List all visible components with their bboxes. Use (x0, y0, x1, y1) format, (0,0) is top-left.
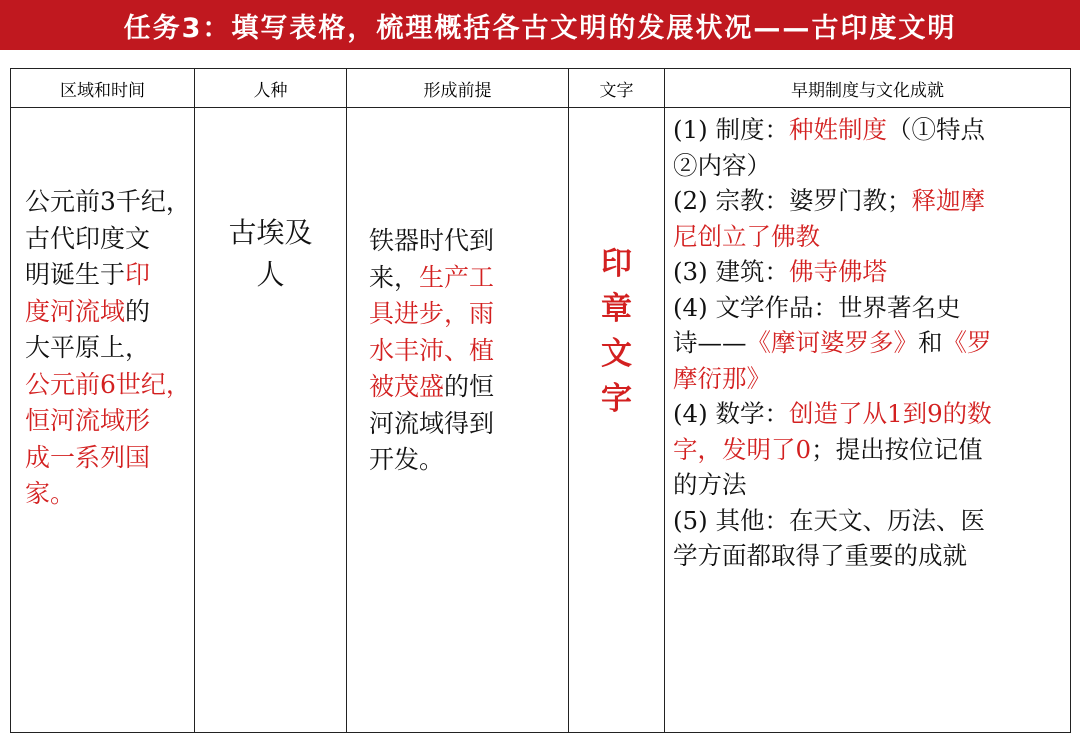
region-line: 古代印度文 (25, 223, 151, 253)
header-premise: 形成前提 (347, 69, 569, 108)
region-text: 明诞生于 (25, 260, 126, 289)
premise-highlight: 水丰沛、植 (369, 335, 495, 365)
achievement-text: (2) 宗教：婆罗门教； (673, 186, 912, 215)
script-char: 字 (601, 381, 632, 417)
achievement-line: 学方面都取得了重要的成就 (673, 541, 967, 570)
premise-highlight: 具进步，雨 (369, 299, 495, 328)
header-race: 人种 (195, 69, 347, 108)
race-line: 古埃及 (228, 216, 313, 249)
table-header-row (11, 69, 1071, 108)
achievement-text: (3) 建筑： (673, 257, 789, 286)
region-text: 的 (125, 296, 151, 326)
region-highlight: 度河流域 (25, 296, 126, 326)
table-row (11, 108, 1071, 733)
achievement-highlight: 字，发明了0 (673, 434, 812, 464)
achievement-highlight: 《摩诃婆罗多》 (746, 328, 918, 357)
cell-premise (347, 108, 569, 733)
achievement-text: ；提出按位记值 (811, 434, 983, 464)
achievement-line: (4) 文学作品：世界著名史 (673, 292, 961, 322)
achievement-highlight: 尼创立了佛教 (673, 221, 820, 251)
achievement-text: 诗—— (673, 328, 747, 357)
achievement-highlight: 释迦摩 (911, 186, 985, 215)
achievement-highlight: 种姓制度 (789, 115, 887, 144)
region-highlight: 家。 (25, 479, 76, 508)
page-title: 任务3：填写表格，梳理概括各古文明的发展状况——古印度文明 (123, 12, 957, 44)
achievement-line: 的方法 (673, 470, 747, 499)
cell-achievements (665, 108, 1071, 733)
achievement-text: 和 (918, 328, 943, 357)
cell-region-time (11, 108, 195, 733)
region-line: 公元前3千纪， (25, 187, 191, 216)
cell-script (569, 108, 665, 733)
region-highlight: 恒河流域形 (25, 406, 151, 435)
achievement-highlight: 创造了从1到9的数 (789, 399, 992, 428)
header-region-time: 区域和时间 (11, 69, 195, 108)
race-line: 人 (256, 258, 285, 291)
region-highlight: 成一系列国 (25, 442, 151, 472)
premise-highlight: 生产工 (419, 262, 495, 292)
achievement-highlight: 佛寺佛塔 (789, 257, 887, 286)
header-achievements: 早期制度与文化成就 (665, 69, 1071, 108)
script-char: 章 (601, 291, 632, 327)
achievement-line: ②内容） (673, 150, 771, 180)
premise-line: 河流域得到 (369, 408, 495, 438)
script-char: 印 (601, 246, 632, 282)
script-char: 文 (601, 336, 632, 372)
premise-highlight: 被茂盛 (369, 372, 445, 401)
achievement-highlight: 《罗 (942, 328, 992, 357)
premise-line: 开发。 (369, 445, 445, 474)
region-highlight: 公元前6世纪， (25, 369, 191, 399)
civilization-table (10, 68, 1071, 733)
title-banner (0, 0, 1080, 50)
region-line: 大平原上， (25, 333, 151, 362)
achievement-text: (4) 数学： (673, 399, 789, 428)
premise-text: 的恒 (444, 372, 495, 401)
header-script: 文字 (569, 69, 665, 108)
achievement-text: (1) 制度： (673, 115, 789, 144)
premise-text: 来， (369, 262, 420, 292)
region-highlight: 印 (125, 260, 151, 289)
achievement-text: （①特点 (887, 115, 985, 144)
achievement-highlight: 摩衍那》 (673, 363, 771, 393)
cell-race (195, 108, 347, 733)
premise-line: 铁器时代到 (369, 226, 495, 255)
achievement-line: (5) 其他：在天文、历法、医 (673, 505, 985, 535)
